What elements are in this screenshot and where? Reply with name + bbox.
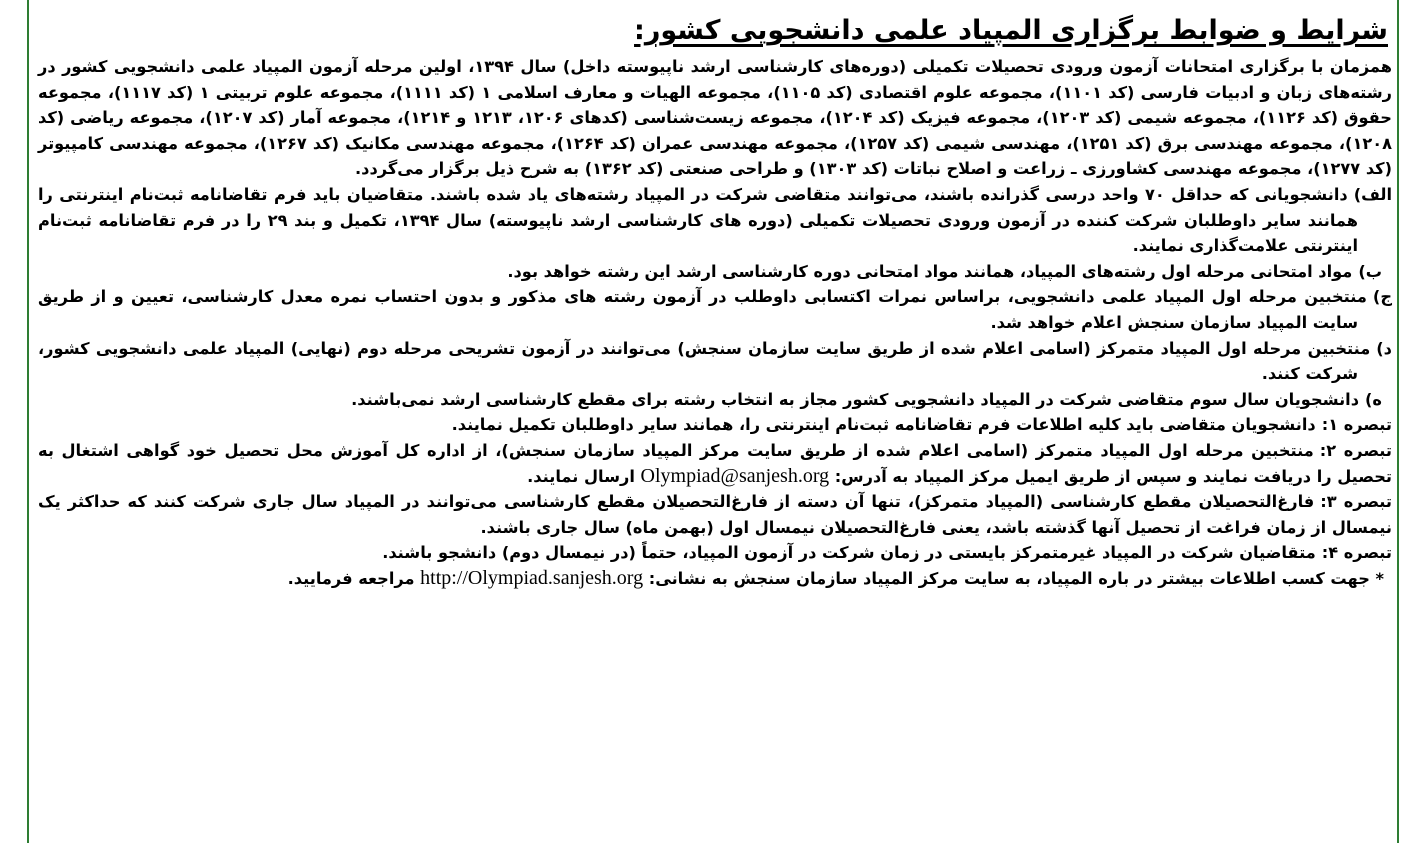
footnote-text-end: مراجعه فرمایید. — [287, 568, 415, 588]
announcement-document — [38, 8, 1392, 591]
item-jim — [38, 284, 1392, 335]
item-text: دانشجویان سال سوم متقاضی شرکت در المپیاد دانشجویی کشور مجاز به انتخاب رشته برای مقطع کارشناسی ارشد نمی‌باشند. — [351, 389, 1360, 409]
note-2 — [38, 438, 1392, 489]
item-he — [38, 387, 1392, 413]
item-text: منتخبین مرحله اول المپیاد علمی دانشجویی، براساس نمرات اکتسابی داوطلب در آزمون رشته های مذکور و بدون احتساب نمره معدل کارشناسی، تعیین و از طریق سایت المپیاد سازمان سنجش اعلام خواهد شد. — [38, 287, 1367, 332]
item-be — [38, 259, 1392, 285]
note-1 — [38, 412, 1392, 438]
item-alef — [38, 182, 1392, 259]
note-4 — [38, 540, 1392, 566]
footnote — [38, 566, 1392, 592]
asterisk-icon: * — [1375, 568, 1384, 588]
note-marker: تبصره ۳: — [1320, 492, 1392, 512]
item-marker: ب) — [1358, 261, 1382, 281]
note-text-end: ارسال نمایند. — [527, 466, 635, 486]
item-text: منتخبین مرحله اول المپیاد متمرکز (اسامی اعلام شده از طریق سایت سازمان سنجش) می‌توانند در آزمون تشریحی مرحله دوم (نهایی) المپیاد علمی دانشجویی کشور، شرکت کنند. — [38, 338, 1371, 384]
item-text: دانشجویانی که حداقل ۷۰ واحد درسی گذرانده باشند، می‌توانند متقاضی شرکت در المپیاد رشته‌های یاد شده باشند. متقاضیان باید فرم تقاضانامه ثبت‌نام اینترنتی را همانند سایر داوطلبان شرکت کننده در آزمون ورودی تحصیلات تکمیلی (دوره های کارشناسی ارشد ناپیوسته) سال ۱۳۹۴، تکمیل و بند ۲۹ را در فرم تقاضانامه ثبت‌نام اینترنتی علامت‌گذاری نمایند. — [38, 184, 1358, 256]
item-dal — [38, 336, 1392, 387]
item-marker: الف) — [1353, 184, 1392, 204]
intro-paragraph: همزمان با برگزاری امتحانات آزمون ورودی تحصیلات تکمیلی (دوره‌های کارشناسی ارشد ناپیوسته داخل) سال ۱۳۹۴، اولین مرحله آزمون المپیاد علمی دانشجویی کشور در رشته‌های زبان و ادبیات فارسی (کد ۱۱۰۱)، مجموعه علوم اقتصادی (کد ۱۱۰۵)، مجموعه الهیات و معارف اسلامی ۱ (کد ۱۱۱۱)، مجموعه علوم تربیتی ۱ (کد ۱۱۱۷)، مجموعه حقوق (کد ۱۱۲۶)، مجموعه شیمی (کد ۱۲۰۳)، مجموعه فیزیک (کد ۱۲۰۴)، مجموعه زیست‌شناسی (کدهای ۱۲۰۶، ۱۲۱۳ و ۱۲۱۴)، مجموعه آمار (کد ۱۲۰۷)، مجموعه ریاضی (کد ۱۲۰۸)، مجموعه مهندسی برق (کد ۱۲۵۱)، مهندسی شیمی (کد ۱۲۵۷)، مجموعه مهندسی عمران (کد ۱۲۶۴)، مجموعه مهندسی مکانیک (کد ۱۲۶۷)، مجموعه مهندسی کامپیوتر (کد ۱۲۷۷)، مجموعه مهندسی کشاورزی ـ زراعت و اصلاح نباتات (کد ۱۳۰۳) و طراحی صنعتی (کد ۱۳۶۲) به شرح ذیل برگزار می‌گردد. — [38, 57, 1393, 179]
footnote-text: جهت کسب اطلاعات بیشتر در باره المپیاد، به سایت مرکز المپیاد سازمان سنجش به نشانی: — [648, 568, 1370, 588]
note-text: فارغ‌التحصیلان مقطع کارشناسی (المپیاد متمرکز)، تنها آن دسته از فارغ‌التحصیلان مقطع کارشناسی می‌توانند در المپیاد سال جاری شرکت کنند که حداکثر یک نیمسال از زمان فراغت از تحصیل آنها گذشته باشد، یعنی فارغ‌التحصیلان نیمسال اول (بهمن ماه) سال جاری باشند. — [38, 492, 1392, 537]
item-marker: د) — [1376, 338, 1392, 358]
note-marker: تبصره ۲: — [1319, 440, 1392, 460]
page-title-text: شرایط و ضوابط برگزاری المپیاد علمی دانشجویی کشور: — [634, 15, 1388, 46]
note-marker: تبصره ۱: — [1321, 415, 1392, 435]
contact-email-link[interactable]: Olympiad@sanjesh.org — [640, 464, 830, 487]
note-marker: تبصره ۴: — [1321, 543, 1392, 563]
website-link[interactable]: http://Olympiad.sanjesh.org — [420, 566, 644, 589]
item-marker: ه) — [1365, 389, 1382, 409]
note-text: دانشجویان متقاضی باید کلیه اطلاعات فرم تقاضانامه ثبت‌نام اینترنتی را، همانند سایر داوطلبان تکمیل نمایند. — [451, 415, 1316, 435]
item-marker: ج) — [1372, 287, 1392, 307]
note-3 — [38, 489, 1392, 540]
page-title — [38, 8, 1388, 54]
note-text: متقاضیان شرکت در المپیاد غیرمتمرکز بایستی در زمان شرکت در آزمون المپیاد، حتماً (در نیمسال دوم) دانشجو باشند. — [382, 543, 1316, 563]
item-text: مواد امتحانی مرحله اول رشته‌های المپیاد، همانند مواد امتحانی دوره کارشناسی ارشد این رشته خواهد بود. — [507, 261, 1353, 281]
note-text: منتخبین مرحله اول المپیاد متمرکز (اسامی اعلام شده از طریق سایت مرکز المپیاد سازمان سنجش)، از اداره کل آموزش محل تحصیل خود گواهی اشتغال به تحصیل را دریافت نمایند و سپس از طریق ایمیل مرکز المپیاد به آدرس: — [38, 440, 1392, 486]
